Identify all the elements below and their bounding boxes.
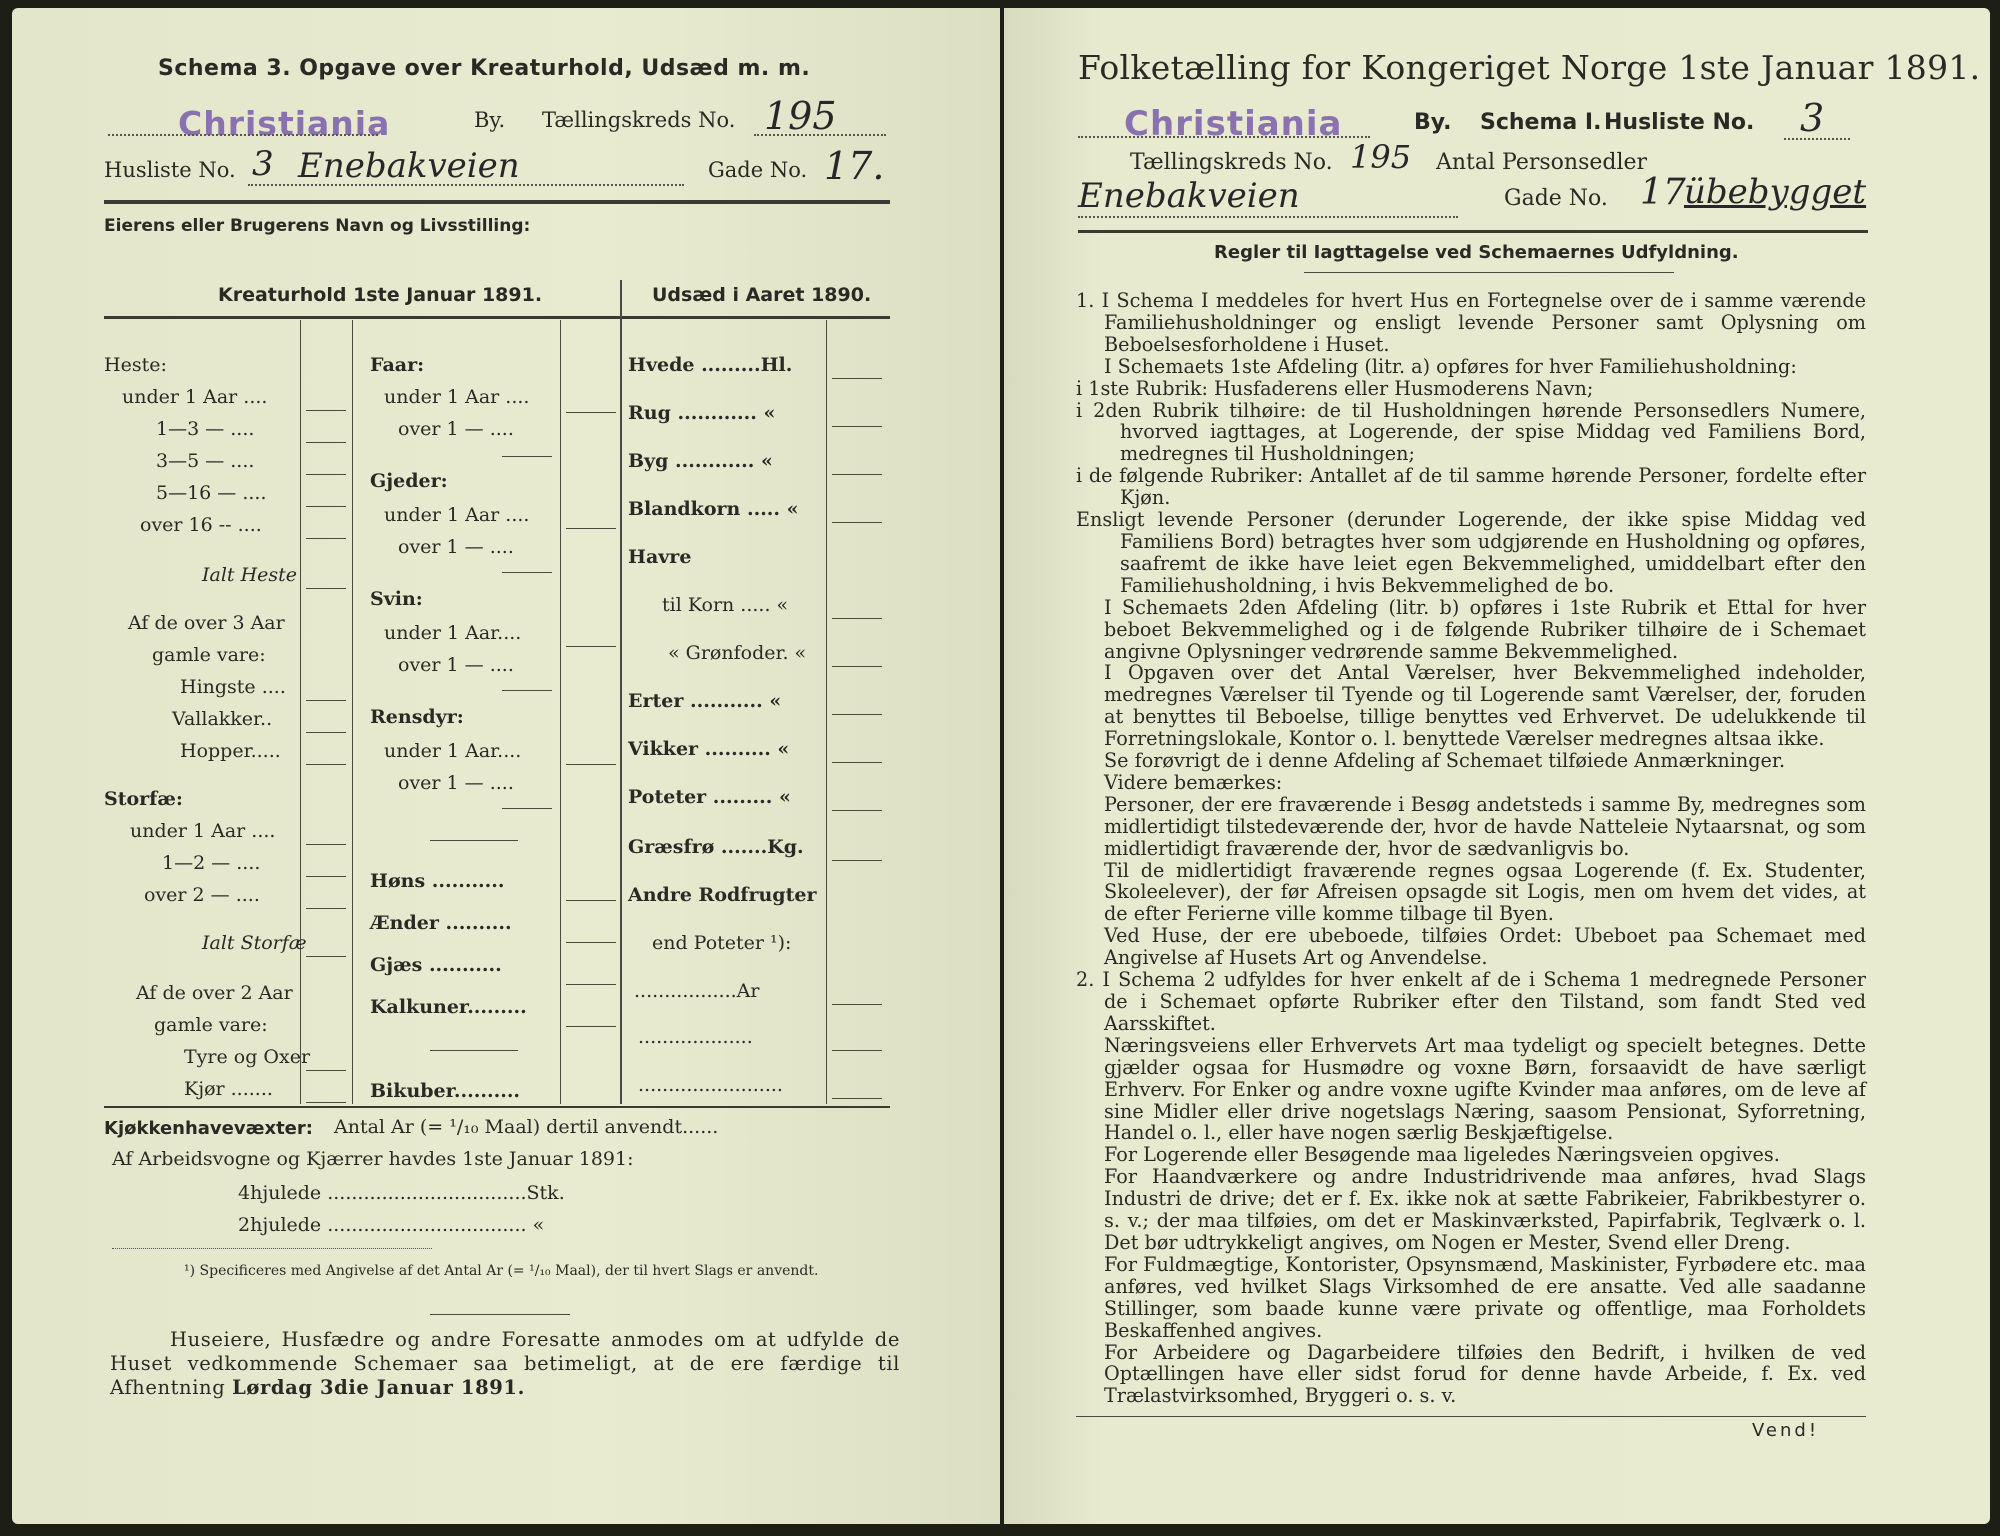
row-faar-over1: over 1 — .... bbox=[398, 418, 514, 440]
row-af-over3: Af de over 3 Aar bbox=[128, 612, 285, 634]
left-page bbox=[12, 8, 1000, 1524]
row-byg: Byg ............ « bbox=[628, 450, 773, 472]
row-rensdyr-under1: under 1 Aar.... bbox=[384, 740, 522, 762]
row-erter: Erter ........... « bbox=[628, 690, 782, 712]
row-gjeder: Gjeder: bbox=[370, 470, 448, 492]
rule-1b: i 1ste Rubrik: Husfaderens eller Husmoderens Navn; bbox=[1076, 376, 1594, 400]
kjokken-text: Antal Ar (= ¹/₁₀ Maal) dertil anvendt...... bbox=[334, 1116, 719, 1138]
rule-videre: Videre bemærkes: bbox=[1104, 770, 1283, 794]
rules-header: Regler til Iagttagelse ved Schemaernes Udfyldning. bbox=[1214, 242, 1739, 263]
rule-naeringsvei: Næringsveiens eller Erhvervets Art maa tydeligt og specielt betegnes. Dette gjælder ogsaa for Husmødre og voxne Børn, forsaavidt de have særligt Erhverv. For Enker og andre voxne ugifte Kvinder maa anføres, om de leve af sine Midler eller drive nogetslags Næring, saasom Pensionat, Syforretning, Handel o. l., eller have nogen særlig Beskjæftigelse. bbox=[1104, 1033, 1866, 1145]
city-stamp: Christiania bbox=[178, 104, 391, 143]
row-heste: Heste: bbox=[104, 354, 167, 376]
antal-label: Antal Personsedler bbox=[1436, 150, 1648, 175]
rule-logerende: For Logerende eller Besøgende maa ligeledes Næringsveien opgives. bbox=[1104, 1143, 1780, 1167]
row-blandkorn: Blandkorn ..... « bbox=[628, 498, 799, 520]
row-blank-line-1: ................... bbox=[638, 1026, 753, 1048]
row-heste-over16: over 16 -- .... bbox=[140, 514, 262, 536]
street-handwritten: Enebakveien bbox=[298, 146, 520, 186]
row-gjaes: Gjæs ........... bbox=[370, 954, 502, 976]
footnote: ¹) Specificeres med Angivelse af det Antal Ar (= ¹/₁₀ Maal), der til hvert Slags er anvendt. bbox=[184, 1263, 819, 1279]
row-gamle-vare: gamle vare: bbox=[152, 644, 266, 666]
row-havre-korn: til Korn ..... « bbox=[662, 594, 789, 616]
udsaed-header: Udsæd i Aaret 1890. bbox=[652, 284, 872, 306]
row-blank-line-2: ........................ bbox=[638, 1074, 783, 1096]
schema-label: Schema I. bbox=[1480, 110, 1602, 135]
row-heste-under1: under 1 Aar .... bbox=[122, 386, 268, 408]
rule-afdeling2: I Schemaets 2den Afdeling (litr. b) opføres i 1ste Rubrik et Ettal for hver beboet Bekvemmelighed og i de følgende Rubriker tilhøire de i Schemaet angivne Oplysninger vedrørende samme Bekvemmelighed. bbox=[1104, 595, 1866, 663]
rule-1d: i de følgende Rubriker: Antallet af de til samme hørende Personer, fordelte efter Kjøn. bbox=[1076, 464, 1866, 510]
row-hons: Høns ........... bbox=[370, 870, 505, 892]
row-rug: Rug ............ « bbox=[628, 402, 776, 424]
row-storfae-over2: over 2 — .... bbox=[144, 884, 260, 906]
rule-1a: I Schemaets 1ste Afdeling (litr. a) opføres for hver Familiehusholdning: bbox=[1104, 354, 1797, 378]
row-heste-5-16: 5—16 — .... bbox=[156, 482, 267, 504]
arbeids-label: Af Arbeidsvogne og Kjærrer havdes 1ste Januar 1891: bbox=[112, 1148, 634, 1170]
row-graesfro: Græsfrø .......Kg. bbox=[628, 836, 804, 858]
schema3-title: Schema 3. Opgave over Kreaturhold, Udsæd m. m. bbox=[158, 56, 811, 81]
city-stamp-right: Christiania bbox=[1124, 104, 1343, 144]
gade-label: Gade No. bbox=[708, 158, 808, 182]
husliste-label-right: Husliste No. bbox=[1604, 110, 1755, 135]
kjokken-label: Kjøkkenhavevæxter: bbox=[104, 1118, 313, 1139]
by-label: By. bbox=[474, 108, 506, 132]
row-faar: Faar: bbox=[370, 354, 425, 376]
kreds-value-right: 195 bbox=[1350, 138, 1412, 176]
row-vikker: Vikker .......... « bbox=[628, 738, 790, 760]
rule-1: 1. I Schema I meddeles for hvert Hus en Fortegnelse over de i samme værende Familiehusholdninger og ensligt levende Personer samt Oplysning om Beboelsesforholdene i Huset. bbox=[1076, 289, 1866, 356]
gade-label-right: Gade No. bbox=[1504, 186, 1608, 211]
row-ar-line: .................Ar bbox=[634, 980, 760, 1002]
rules-body bbox=[1076, 290, 1866, 1407]
row-rensdyr: Rensdyr: bbox=[370, 706, 464, 728]
row-gjeder-under1: under 1 Aar .... bbox=[384, 504, 530, 526]
row-hingste: Hingste .... bbox=[180, 676, 286, 698]
rule-personer: Personer, der ere fraværende i Besøg andetsteds i samme By, medregnes som midlertidigt tilstedeværende der, hvor de havde Natteleie Nytaarsnat, og som midlertidigt fraværende der, hvor de sædvanligvis bo. bbox=[1104, 792, 1866, 860]
rule-fravaerende: Til de midlertidigt fraværende regnes ogsaa Logerende (f. Ex. Studenter, Skoleelever), der før Afreisen opsagde sit Logis, men om hvem det vides, at de efter Ferierne ville komme tilbage til Byen. bbox=[1104, 858, 1866, 926]
row-aender: Ænder .......... bbox=[370, 912, 512, 934]
row-vallakker: Vallakker.. bbox=[172, 708, 273, 730]
row-havre: Havre bbox=[628, 546, 692, 568]
row-tyre-oxer: Tyre og Oxer bbox=[184, 1046, 311, 1068]
rule-arbeidere: For Arbeidere og Dagarbeidere tilføies den Bedrift, i hvilken de ved Optællingen have eller sidst forud for denne havde Arbeide, f. Ex. ved Trælastvirksomhed, Bryggeri o. s. v. bbox=[1104, 1340, 1866, 1408]
hjulede-2: 2hjulede ................................. « bbox=[238, 1214, 545, 1236]
row-faar-under1: under 1 Aar .... bbox=[384, 386, 530, 408]
row-heste-3-5: 3—5 — .... bbox=[156, 450, 255, 472]
vend-label: Vend! bbox=[1752, 1420, 1820, 1441]
row-heste-1-3: 1—3 — .... bbox=[156, 418, 255, 440]
row-svin-under1: under 1 Aar.... bbox=[384, 622, 522, 644]
row-kalkuner: Kalkuner......... bbox=[370, 996, 527, 1018]
row-hopper: Hopper..... bbox=[180, 740, 281, 762]
rule-fuldmaegtige: For Fuldmægtige, Kontorister, Opsynsmænd, Maskinister, Fyrbødere etc. maa anføres, ved hvilket Slags Virksomhed de ere ansatte. Ved alle saadanne Stillinger, som baade kunne være private og offentlige, maa Forholdets Beskaffenhed angives. bbox=[1104, 1252, 1866, 1342]
rule-1c: i 2den Rubrik tilhøire: de til Husholdningen hørende Personsedlers Numere, hvorved iagttages, at Logerende, der spise Middag ved Familiens Bord, medregnes til Husholdningen; bbox=[1076, 398, 1866, 466]
rule-2: 2. I Schema 2 udfyldes for hver enkelt af de i Schema 1 medregnede Personer de i Schemaet opførte Rubriker efter den Tilstand, som fandt Sted ved Aarsskiftet. bbox=[1076, 968, 1866, 1035]
row-svin-over1: over 1 — .... bbox=[398, 654, 514, 676]
row-storfae: Storfæ: bbox=[104, 788, 183, 810]
hjulede-4: 4hjulede .................................Stk. bbox=[238, 1182, 565, 1204]
row-rensdyr-over1: over 1 — .... bbox=[398, 772, 514, 794]
street-handwritten-right: Enebakveien bbox=[1078, 176, 1300, 216]
row-ialt-heste: Ialt Heste bbox=[202, 564, 298, 586]
gade-value: 17. bbox=[824, 144, 885, 188]
rule-anmaerkninger: Se forøvrigt de i denne Afdeling af Schemaet tilføiede Anmærkninger. bbox=[1104, 749, 1786, 773]
right-page bbox=[1004, 8, 1990, 1524]
kreaturhold-header: Kreaturhold 1ste Januar 1891. bbox=[218, 284, 543, 306]
husliste-label: Husliste No. bbox=[104, 158, 236, 182]
row-storfae-1-2: 1—2 — .... bbox=[162, 852, 261, 874]
rule-vaerelser: I Opgaven over det Antal Værelser, hver Bekvemmelighed indeholder, medregnes Værelser til Tyende og til Logerende samt Værelser, der, foruden at benyttes til Beboelse, tillige benyttes ved Erhvervet. De udelukkende til Forretningslokale, Kontor o. l. benyttede Værelser medregnes altsaa ikke. bbox=[1104, 661, 1866, 751]
gade-value-right: 17 bbox=[1640, 172, 1686, 213]
closing-text: Huseiere, Husfædre og andre Foresatte anmodes om at udfylde de Huset vedkommende Schemaer saa betimeligt, at de ere færdige til Afhentning bbox=[110, 1328, 900, 1399]
kreds-label-right: Tællingskreds No. bbox=[1130, 150, 1333, 175]
ubebygget-handwritten: übebygget bbox=[1684, 172, 1867, 212]
row-havre-gronfoder: « Grønfoder. « bbox=[668, 642, 807, 664]
rule-enslig: Ensligt levende Personer (derunder Logerende, der ikke spise Middag ved Familiens Bord) betragtes hver som udgjørende en Husholdning og opføres, saafremt de ikke have leiet egen Bekvemmelighed, umiddelbart efter den Familiehusholdning, i hvis Bekvemmelighed de bo. bbox=[1076, 508, 1866, 597]
kreds-label: Tællingskreds No. bbox=[542, 108, 736, 132]
census-title: Folketælling for Kongeriget Norge 1ste Januar 1891. bbox=[1078, 48, 1981, 87]
row-gamle-vare-2: gamle vare: bbox=[154, 1014, 268, 1036]
row-poteter: Poteter ......... « bbox=[628, 786, 791, 808]
row-storfae-under1: under 1 Aar .... bbox=[130, 820, 276, 842]
kreds-value: 195 bbox=[764, 94, 837, 138]
row-hvede: Hvede .........Hl. bbox=[628, 354, 793, 376]
row-svin: Svin: bbox=[370, 588, 423, 610]
closing-paragraph bbox=[110, 1328, 900, 1400]
row-andre-rodfrugter: Andre Rodfrugter bbox=[628, 884, 817, 906]
row-gjeder-over1: over 1 — .... bbox=[398, 536, 514, 558]
rule-haandvaerkere: For Haandværkere og andre Industridrivende maa anføres, hvad Slags Industri de drive; det er f. Ex. ikke nok at sætte Fabrikeier, Fabrikbestyrer o. s. v.; der maa tilføies, om det er Maskinværksted, Papirfabrik, Teglværk o. l. Det bør udtrykkeligt angives, om Nogen er Mester, Svend eller Dreng. bbox=[1104, 1165, 1866, 1254]
owner-label: Eierens eller Brugerens Navn og Livsstilling: bbox=[104, 216, 531, 236]
husliste-value: 3 bbox=[252, 144, 274, 184]
by-label-right: By. bbox=[1414, 110, 1452, 135]
row-end-poteter: end Poteter ¹): bbox=[652, 932, 792, 954]
row-bikuber: Bikuber.......... bbox=[370, 1080, 521, 1102]
row-af-over2: Af de over 2 Aar bbox=[136, 982, 293, 1004]
row-kjor: Kjør ....... bbox=[184, 1078, 273, 1100]
row-ialt-storfae: Ialt Storfæ bbox=[202, 932, 307, 954]
closing-date: Lørdag 3die Januar 1891. bbox=[232, 1376, 525, 1399]
rule-ubeboet: Ved Huse, der ere ubeboede, tilføies Ordet: Ubeboet paa Schemaet med Angivelse af Husets Art og Anvendelse. bbox=[1104, 924, 1866, 970]
husliste-value-right: 3 bbox=[1800, 96, 1825, 140]
